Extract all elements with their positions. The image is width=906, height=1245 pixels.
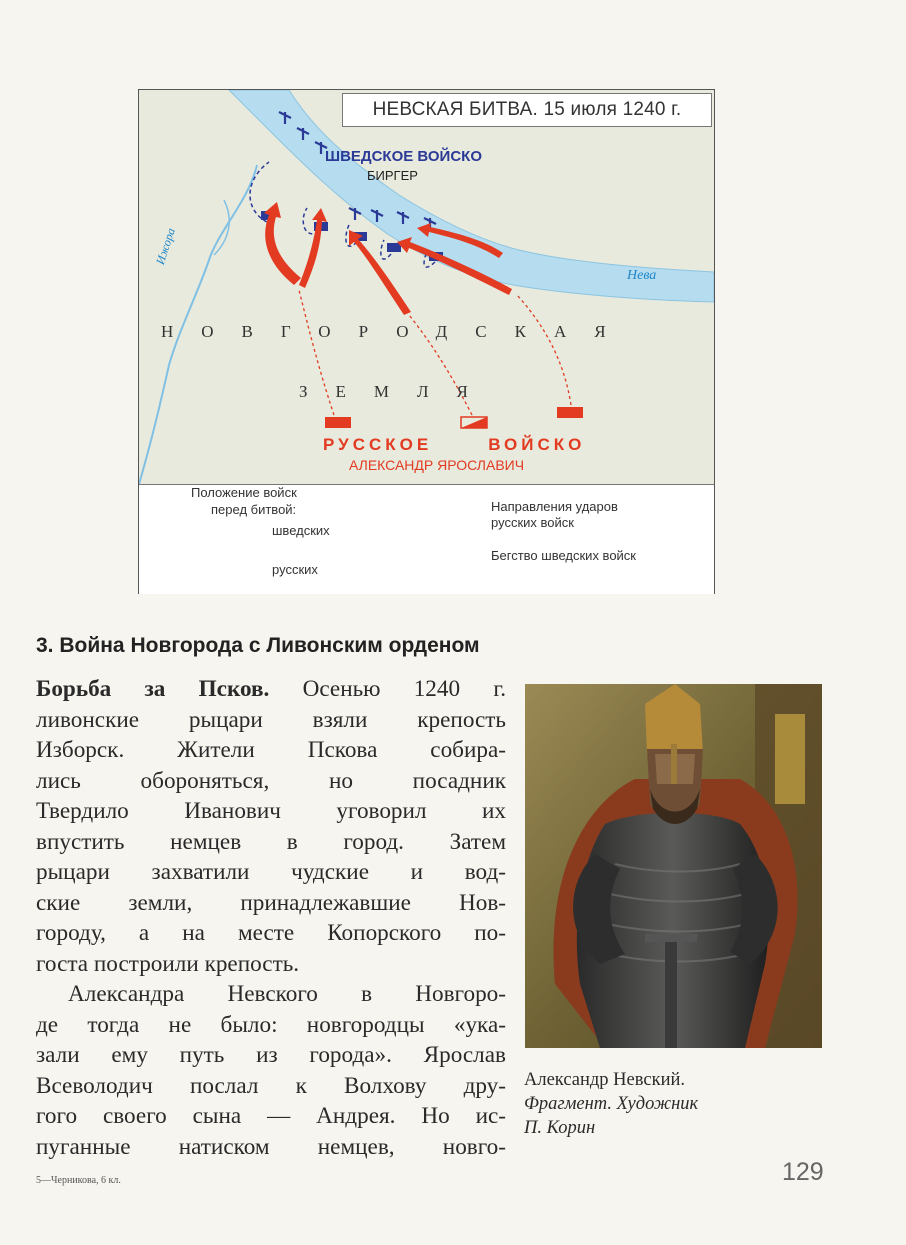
text-line-7: рыцари захватили чудские и вод- <box>36 859 506 885</box>
text-line-8: ские земли, принадлежавшие Нов- <box>36 889 506 916</box>
page-number: 129 <box>782 1158 824 1186</box>
map-legend <box>139 484 714 594</box>
legend-russian: русских <box>272 562 318 577</box>
russian-army-label <box>323 435 585 455</box>
text-line-3: Изборск. Жители Пскова собира- <box>36 737 506 763</box>
lead-phrase: Борьба за Псков. <box>36 676 270 702</box>
izhora-label: Ижора <box>153 226 178 267</box>
map-title: НЕВСКАЯ БИТВА. 15 июля 1240 г. <box>342 93 712 127</box>
legend-flight: Бегство шведских войск <box>491 548 636 563</box>
alexander-label: АЛЕКСАНДР ЯРОСЛАВИЧ <box>349 457 525 473</box>
text-line-9: городу, а на месте Копорского по- <box>36 920 506 946</box>
text-line-4: лись обороняться, но посадник <box>36 767 506 794</box>
russian-army-word2: ВОЙСКО <box>488 435 586 454</box>
text-line-2: ливонские рыцари взяли крепость <box>36 706 506 733</box>
painting-alexander-nevsky <box>525 684 822 1048</box>
legend-position-header-2: перед битвой: <box>211 502 297 517</box>
body-text <box>36 674 506 1162</box>
russian-army-word1: РУССКОЕ <box>323 435 433 454</box>
swedish-army-label: ШВЕДСКОЕ ВОЙСКО <box>325 148 482 165</box>
section-heading: 3. Война Новгорода с Ливонским орденом <box>36 634 480 657</box>
text-line-5: Твердило Иванович уговорил их <box>36 798 506 824</box>
text-line-14: Всеволодич послал к Волхову дру- <box>36 1072 506 1099</box>
text-line-6: впустить немцев в город. Затем <box>36 828 506 855</box>
legend-directions-2: русских войск <box>491 515 574 530</box>
text-line-16: пуганные натиском немцев, новго- <box>36 1133 506 1160</box>
land-label-line1: НОВГОРОДСКАЯ <box>161 322 634 341</box>
caption-line-3: П. Корин <box>524 1118 596 1138</box>
legend-swedish: шведских <box>272 523 330 538</box>
birger-label: БИРГЕР <box>367 168 418 183</box>
painting-graphic <box>525 684 822 1048</box>
text-line-1: Борьба за Псков. Осенью 1240 г. <box>36 676 507 702</box>
imprint: 5—Черникова, 6 кл. <box>36 1175 121 1186</box>
text-line-11: Александра Невского в Новгоро- <box>68 981 506 1007</box>
text-line-10: госта построили крепость. <box>36 950 300 977</box>
neva-label: Нева <box>627 268 657 283</box>
text-line-12: де тогда не было: новгородцы «ука- <box>36 1011 506 1038</box>
caption-line-1: Александр Невский. <box>524 1070 685 1090</box>
legend-position-header-1: Положение войск <box>191 485 297 500</box>
battle-map <box>138 89 715 594</box>
text-line-13: зали ему путь из города». Ярослав <box>36 1042 506 1068</box>
legend-directions-1: Направления ударов <box>491 499 618 514</box>
text-line-15: гого своего сына — Андрея. Но ис- <box>36 1103 506 1129</box>
land-label-line2: ЗЕМЛЯ <box>299 382 496 401</box>
painting-caption <box>524 1068 698 1140</box>
caption-line-2: Фрагмент. Художник <box>524 1094 699 1114</box>
